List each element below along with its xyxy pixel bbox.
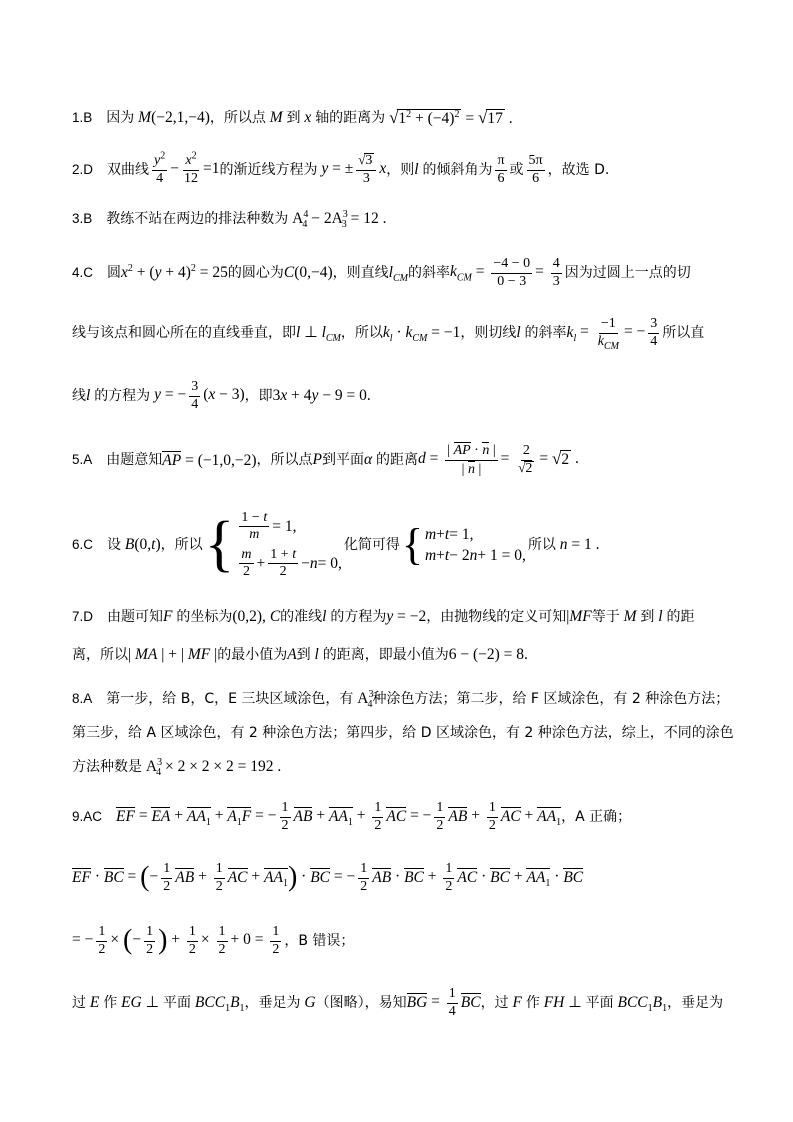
answer-3 [72,199,753,239]
answer-text: 第三步，给 A 区域涂色，有 2 种涂色方法；第四步，给 D 区域涂色，有 2 种涂色方法，综上，不同的涂色 [72,725,734,741]
formula: M(−2,1,−4) [138,109,210,127]
answer-text: 的圆心为 [227,265,284,281]
formula: n = 1 . [559,536,600,554]
answer-text: 的方程为 [94,388,151,404]
answer-8-cont [72,747,753,787]
answer-text: （图略），易知 [315,995,407,1011]
answer-text: ，故选 D. [547,162,610,178]
formula: EF = EA + $AA_1 + A_1F$ = − $\frac{1}{2}$ AB + $AA_1$ + $\frac{1}{2}$ AC = − $\frac{1}{2}$ AB + $\frac{1}{2}$ AC + $AA_1$ [116,800,562,833]
answer-4 [72,253,753,293]
answer-text: 到 [296,647,311,663]
answer-text: 所以直 [662,325,705,341]
answer-text: ，所以点 [209,110,266,126]
answer-label: 2.D [72,162,94,178]
answer-text: 的渐近线方程为 [219,162,318,178]
formula: | MA | + | MF | [128,646,218,664]
formula: $A^3_4$ [353,689,374,711]
answer-text: ，所以 [340,325,383,341]
answer-text: 方法种数是 [72,759,142,775]
formula: y = −2 [386,608,427,626]
answer-text: 平面 [163,995,192,1011]
formula: l [86,387,91,405]
formula: $\frac{5\pi}{6}$ [528,153,543,186]
answer-2 [72,150,753,190]
answer-text: 平面 [585,995,614,1011]
answer-9 [72,797,753,837]
answer-text: 到平面 [321,452,364,468]
formula: α [363,451,373,469]
answer-7 [72,597,753,637]
answer-9-cont [72,858,753,898]
answer-label: 1.B [72,110,93,126]
formula: AP = (−1,0,−2) [162,451,257,469]
answer-6 [72,509,753,580]
answer-text: ，即 [244,388,273,404]
formula: A [287,646,297,664]
answer-text: 圆 [107,265,122,281]
formula: $x^2 + (y + 4)^2 = 25$ [121,263,228,282]
answer-text: 所以 [527,537,556,553]
answer-text: 线与该点和圆心所在的直线垂直，即 [72,325,296,341]
answer-9-cont [72,921,753,961]
answer-text: ，则 [386,162,415,178]
answer-text: 的坐标为 [176,609,233,625]
formula: EF · BC = (− $\frac{1}{2}$ AB + $\frac{1}{2}$ AC + $AA_1$) · BC = − $\frac{1}{2}$ AB · BC + $\frac{1}{2}$ AC · BC + $AA_1$ · BC [72,861,584,894]
answer-text: 过 [72,995,86,1011]
formula: C(0,−4) [283,264,333,282]
formula: E [89,994,100,1012]
answer-text: ，由抛物线的定义可知 [426,609,567,625]
answer-text: 的准线 [280,609,323,625]
answer-label: 3.B [72,211,93,227]
equation-system: { 1 − t m = 1, m 2 + 1 + t 2 − n = 0, [204,509,342,580]
answer-text: 的距 [666,609,695,625]
formula: y = − $\frac{3}{4}$ (x − 3) [154,379,245,412]
answer-text: ，则切线 [460,325,517,341]
answer-text: ，则直线 [332,265,389,281]
answer-label: 6.C [72,537,94,553]
answer-text: 设 [107,537,122,553]
formula: M [269,109,283,127]
answer-text: 因为 [106,110,135,126]
formula: G [304,994,316,1012]
formula: $BCC_1B_1$ [617,994,668,1015]
formula: l [322,608,327,626]
answer-text: 到 [640,609,655,625]
formula: l [414,161,419,179]
answer-text: ，垂足为 [244,995,301,1011]
formula: $k_l \cdot k_{CM} = -1$ [382,324,461,345]
formula: $\frac{y^2}{4}$ − $\frac{x^2}{12}$ =1 [154,150,220,186]
answer-text: 等于 [591,609,620,625]
answer-label: 9.AC [72,809,103,825]
formula: x [304,109,312,127]
formula: $\frac{\pi}{6}$ [497,153,505,186]
answer-text: ，所以点 [256,452,313,468]
formula: P [312,451,322,469]
answer-text: 种涂色方法；第二步，给 F 区域涂色，有 2 种涂色方法； [372,691,730,707]
formula: M [623,608,637,626]
answer-text: 的倾斜角为 [422,162,493,178]
answer-text: 的斜率 [524,325,567,341]
formula: (0,2), C [232,608,281,626]
answer-text: 的距离 [376,452,418,468]
answer-text: 或 [509,162,524,178]
formula: 6 − (−2) = 8. [448,646,528,664]
answer-text: 双曲线 [107,162,150,178]
answer-text: 化简可得 [343,537,400,553]
answer-text: 作 [103,995,118,1011]
answer-text: 轴的距离为 [315,110,386,126]
answer-text: 由题意知 [106,452,163,468]
answer-text: 的距离，即最小值为 [322,647,449,663]
answer-text: 的方程为 [330,609,387,625]
formula: = − $\frac{1}{2}$ × (− $\frac{1}{2}$ ) + $\frac{1}{2}$ × $\frac{1}{2}$ + 0 = $\frac{1}{2}$ [72,924,280,957]
answer-1 [72,98,753,138]
formula: $A^3_4 \times 2 \times 2 \times 2 = 192$ . [142,757,282,779]
answer-text: 因为过圆上一点的切 [564,265,691,281]
formula: BG = $\frac{1}{4}$ BC [406,986,481,1019]
answer-4-cont [72,313,753,353]
formula: |MF [566,608,592,626]
answer-7-cont [72,635,753,675]
formula: $l_{CM}$ [388,264,408,285]
formula: F [512,994,522,1012]
answer-label: 8.A [72,691,93,707]
formula: $√1^2 + (-4)^2 = √17$ . [389,107,513,127]
formula: l [314,646,319,664]
formula: l ⊥ $l_{CM}$ [296,324,341,345]
formula: l [658,608,663,626]
formula: B(0,t) [124,536,161,554]
formula: $k_l$ = −1 $k_{CM}$ = − $\frac{3}{4}$ [566,316,658,352]
formula: F [163,608,173,626]
answer-text: 线 [72,388,86,404]
answer-text: 由题可知 [107,609,164,625]
answer-label: 7.D [72,609,94,625]
formula: FH ⊥ [543,994,586,1012]
answer-9-cont [72,983,753,1023]
formula: l [516,324,521,342]
answer-text: ，A 正确； [561,809,632,825]
answer-text: ，所以 [160,537,203,553]
answer-text: 离，所以 [72,647,128,663]
answer-text: ，过 [480,995,509,1011]
answer-4-cont [72,376,753,416]
equation-system: { m + t = 1, m + t − 2 n + 1 = 0, [401,520,526,570]
formula: $k_{CM}$ = $\frac{-4 - 0}{0 - 3}$ = $\frac{4}{3}$ [449,256,560,289]
formula: d = $\frac{| AP \cdot n |}{| n |}$ = $\frac{2}{√2}$ = √2 . [418,443,579,477]
answer-text: 作 [525,995,540,1011]
answer-text: 的最小值为 [217,647,288,663]
answer-text: 教练不站在两边的排法种数为 [106,211,289,227]
answer-text: 到 [286,110,301,126]
answer-text: ，B 错误； [284,933,355,949]
formula: $A^4_4 - 2A^3_3 = 12$ . [288,209,387,231]
answer-label: 4.C [72,265,94,281]
answer-5 [72,440,753,480]
answer-text: 第一步，给 B，C，E 三块区域涂色，有 [106,691,354,707]
formula: EG ⊥ [121,994,164,1012]
answer-text: 的斜率 [407,265,450,281]
formula: $BCC_1B_1$ [194,994,245,1015]
answer-text: ，垂足为 [667,995,724,1011]
answer-label: 5.A [72,452,93,468]
formula: y = ± $\frac{√3}{3}$ x [321,152,387,186]
formula: 3x + 4y − 9 = 0. [272,387,371,405]
